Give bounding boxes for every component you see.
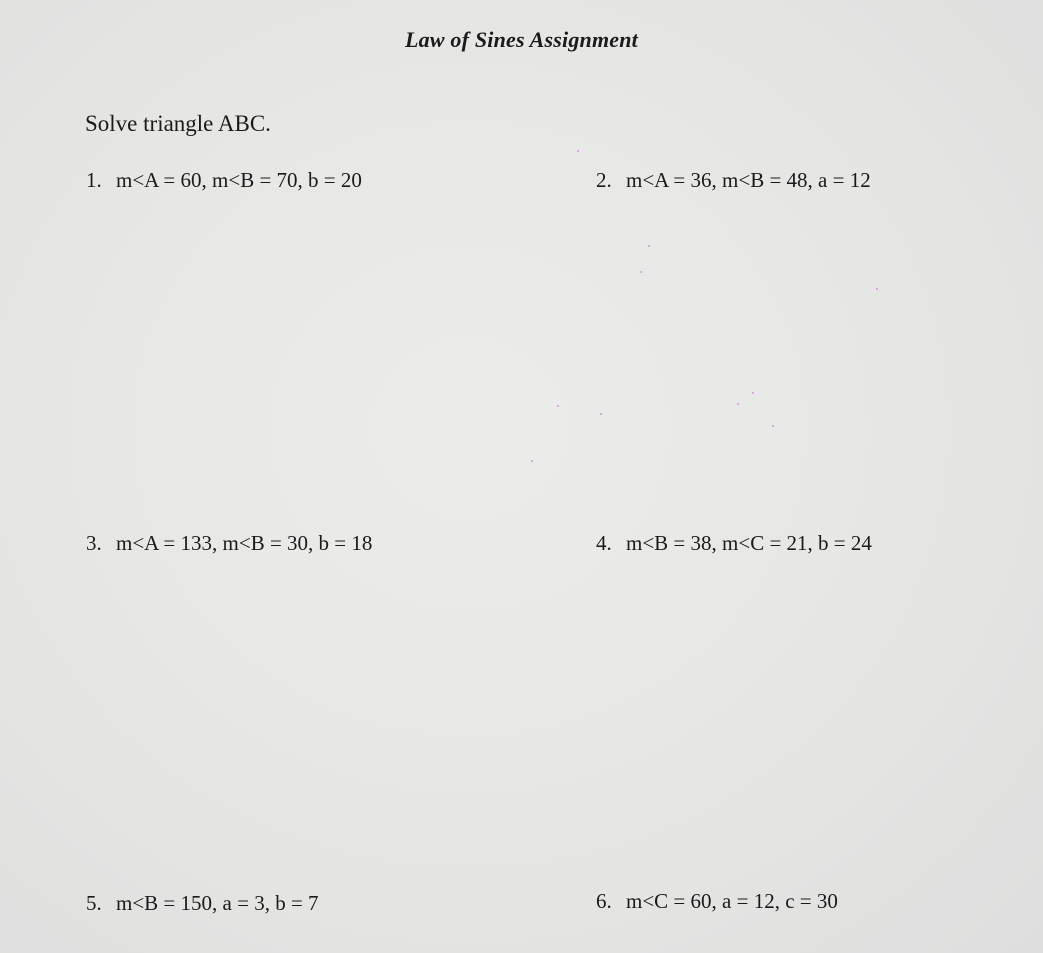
problem-number: 6. — [596, 889, 612, 913]
photo-speck — [876, 288, 878, 290]
photo-speck — [752, 392, 754, 394]
problem-5 — [86, 891, 319, 916]
photo-speck — [640, 271, 642, 273]
problem-text: m<C = 60, a = 12, c = 30 — [626, 889, 838, 913]
photo-speck — [772, 425, 774, 427]
problem-number: 1. — [86, 168, 102, 192]
page-title: Law of Sines Assignment — [404, 27, 638, 52]
problem-text: m<A = 36, m<B = 48, a = 12 — [626, 168, 871, 192]
photo-speck — [531, 460, 533, 462]
photo-speck — [577, 150, 579, 152]
problem-number: 3. — [86, 531, 102, 555]
problem-4 — [596, 531, 872, 556]
instructions-text: Solve triangle ABC. — [85, 111, 271, 136]
photo-speck — [737, 403, 739, 405]
problem-text: m<B = 38, m<C = 21, b = 24 — [626, 531, 872, 555]
problem-6 — [596, 889, 838, 914]
problem-number: 2. — [596, 168, 612, 192]
problem-2 — [596, 168, 871, 193]
photo-speck — [557, 405, 559, 407]
problem-text: m<B = 150, a = 3, b = 7 — [116, 891, 319, 915]
photo-speck — [648, 245, 650, 247]
problem-3 — [86, 531, 372, 556]
problem-1 — [86, 168, 362, 193]
problem-number: 5. — [86, 891, 102, 915]
problem-number: 4. — [596, 531, 612, 555]
problem-text: m<A = 133, m<B = 30, b = 18 — [116, 531, 373, 555]
photo-speck — [600, 413, 602, 415]
problem-text: m<A = 60, m<B = 70, b = 20 — [116, 168, 362, 192]
